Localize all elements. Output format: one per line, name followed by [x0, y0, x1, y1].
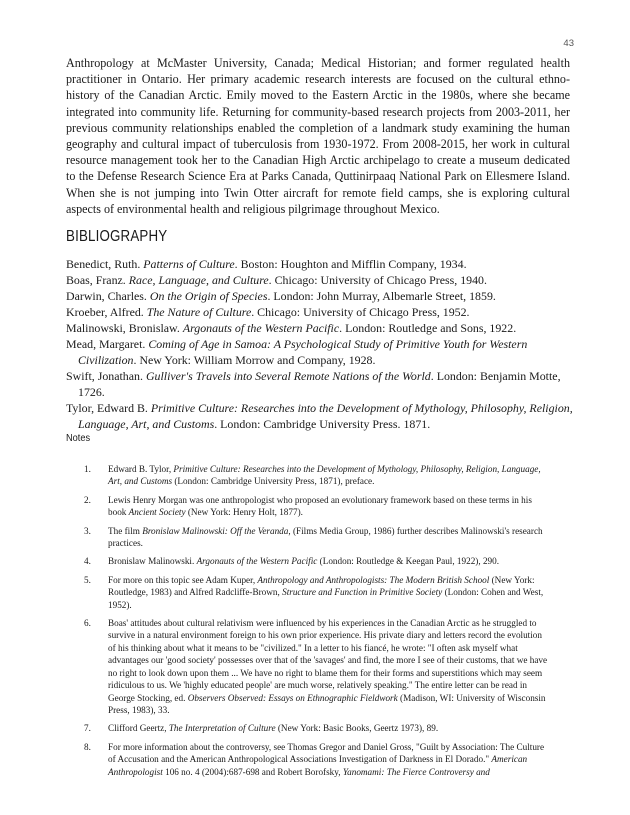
- note-text: (London: Cambridge University Press, 1871), preface.: [172, 476, 375, 487]
- note-text: (New York: Routledge, 1983) and Alfred Radcliffe-Brown,: [108, 574, 535, 598]
- note-text: Edward B. Tylor,: [108, 464, 174, 474]
- note-italic-title: Anthropology and Anthropologists: The Modern British School: [257, 574, 490, 585]
- bibliography-entry: Malinowski, Bronislaw. Argonauts of the Western Pacific. London: Routledge and Sons, 1922.: [66, 321, 517, 335]
- note-number: 8.: [84, 741, 91, 752]
- note-item: [84, 722, 548, 734]
- note-text: For more information about the controversy, see Thomas Gregor and Daniel Gross, "Guilt by Association: The Culture of Accusation and the American Anthropological Associations Investigation of Darkness in El Dorado.": [108, 741, 545, 765]
- bibliography-heading: BIBLIOGRAPHY: [66, 228, 168, 245]
- note-italic-title: Structure and Function in Primitive Society: [282, 587, 443, 598]
- note-italic-title: Observers Observed: Essays on Ethnographic Fieldwork: [187, 692, 398, 703]
- note-italic-title: American Anthropologist: [108, 754, 528, 777]
- bibliography-entry: Benedict, Ruth. Patterns of Culture. Boston: Houghton and Mifflin Company, 1934.: [66, 257, 467, 271]
- bibliography-entry: Kroeber, Alfred. The Nature of Culture. Chicago: University of Chicago Press, 1952.: [66, 305, 470, 319]
- note-text: (London: Cohen and West, 1952).: [108, 587, 544, 610]
- note-italic-title: Ancient Society: [128, 507, 186, 518]
- note-italic-title: Bronislaw Malinowski: Off the Veranda: [142, 525, 289, 536]
- note-number: 3.: [84, 525, 91, 536]
- page-number: 43: [563, 38, 574, 49]
- note-item: [84, 574, 548, 611]
- note-text: For more on this topic see Adam Kuper,: [108, 574, 258, 585]
- bibliography-entry: Mead, Margaret. Coming of Age in Samoa: A Psychological Study of Primitive Youth for Western Civilization. New York: William Morrow and Company, 1928.: [66, 337, 528, 367]
- note-text: (London: Routledge & Keegan Paul, 1922), 290.: [317, 556, 500, 567]
- note-text: , (Films Media Group, 1986) further describes Malinowski's research practices.: [108, 525, 543, 549]
- bibliography-entry: Tylor, Edward B. Primitive Culture: Researches into the Development of Mythology, Philosophy, Religion, Language, Art, and Customs. London: Cambridge University Press. 1871.: [66, 401, 573, 431]
- author-bio-paragraph: Anthropology at McMaster University, Canada; Medical Historian; and former regulated health practitioner in Ontario. Her primary academic research interests are focused on the cultural ethno-history of the Canadian Arctic. Emily moved to the Eastern Arctic in the 1980s, where she became integrated into community life. Returning for community-based research projects from 2003-2011, her previous community relationships enabled the completion of a landmark study examining the human geography and cultural impact of tuberculosis from 1930-1972. From 2008-2015, her work in cultural resource management took her to the Canadian High Arctic archipelago to create a museum dedicated to the Defense Research Science Era at Parks Canada, Quttinirpaaq National Park on Ellesmere Island. When she is not jumping into Twin Otter aircraft for remote field camps, she is exploring cultural aspects of environmental health and religious pilgrimage throughout Mexico.: [66, 56, 570, 216]
- note-italic-title: The Interpretation of Culture: [168, 723, 276, 734]
- note-item: [84, 617, 548, 716]
- note-number: 6.: [84, 618, 91, 629]
- note-item: [84, 741, 548, 778]
- note-number: 1.: [84, 464, 91, 474]
- note-item: [84, 555, 548, 567]
- note-text: Bronislaw Malinowski.: [108, 556, 197, 567]
- note-number: 5.: [84, 574, 91, 585]
- notes-list: [84, 463, 548, 784]
- bibliography-entry: Boas, Franz. Race, Language, and Culture. Chicago: University of Chicago Press, 1940.: [66, 273, 487, 287]
- note-text: (New York: Henry Holt, 1877).: [185, 507, 303, 518]
- bibliography-entry: Swift, Jonathan. Gulliver's Travels into Several Remote Nations of the World. London: Benjamin Motte, 1726.: [66, 369, 561, 399]
- note-text: (Madison, WI: University of Wisconsin Press, 1983), 33.: [108, 692, 546, 715]
- note-text: 106 no. 4 (2004):687-698 and Robert Borofsky,: [162, 766, 343, 777]
- note-text: Clifford Geertz,: [108, 723, 169, 734]
- notes-heading: Notes: [66, 432, 91, 444]
- note-item: [84, 525, 548, 550]
- note-italic-title: Yanomami: The Fierce Controversy and: [342, 766, 490, 777]
- note-text: Lewis Henry Morgan was one anthropologist who proposed an evolutionary framework based on these terms in his book: [108, 494, 532, 518]
- note-italic-title: Argonauts of the Western Pacific: [196, 556, 318, 567]
- bibliography-entry: Darwin, Charles. On the Origin of Species. London: John Murray, Albemarle Street, 1859.: [66, 289, 496, 303]
- note-number: 4.: [84, 556, 91, 567]
- note-text: Boas' attitudes about cultural relativism were influenced by his experiences in the Canadian Arctic as he struggled to survive in a natural environment foreign to his own prior experience. His private diary and letters record the evolution of his thinking about what it means to be "civilized." In a letter to his fiancé, he wrote: "I often ask myself what advantages our 'good society' possesses over that of the 'savages' and find, the more I see of their customs, that we have no right to look down upon them ... We have no right to blame them for their forms and superstitions which may seem ridiculous to us. We 'highly educated people' are much worse, relatively speaking." The entire letter can be read in George Stocking, ed.: [108, 618, 548, 703]
- note-item: [84, 494, 548, 519]
- note-italic-title: Primitive Culture: Researches into the Development of Mythology, Philosophy, Religion, Language, Art, and Customs: [108, 464, 541, 487]
- note-text: The film: [108, 525, 143, 536]
- note-number: 7.: [84, 723, 91, 734]
- note-text: (New York: Basic Books, Geertz 1973), 89.: [275, 723, 439, 734]
- note-number: 2.: [84, 494, 91, 505]
- note-item: [84, 463, 548, 488]
- bibliography-list: [66, 256, 574, 432]
